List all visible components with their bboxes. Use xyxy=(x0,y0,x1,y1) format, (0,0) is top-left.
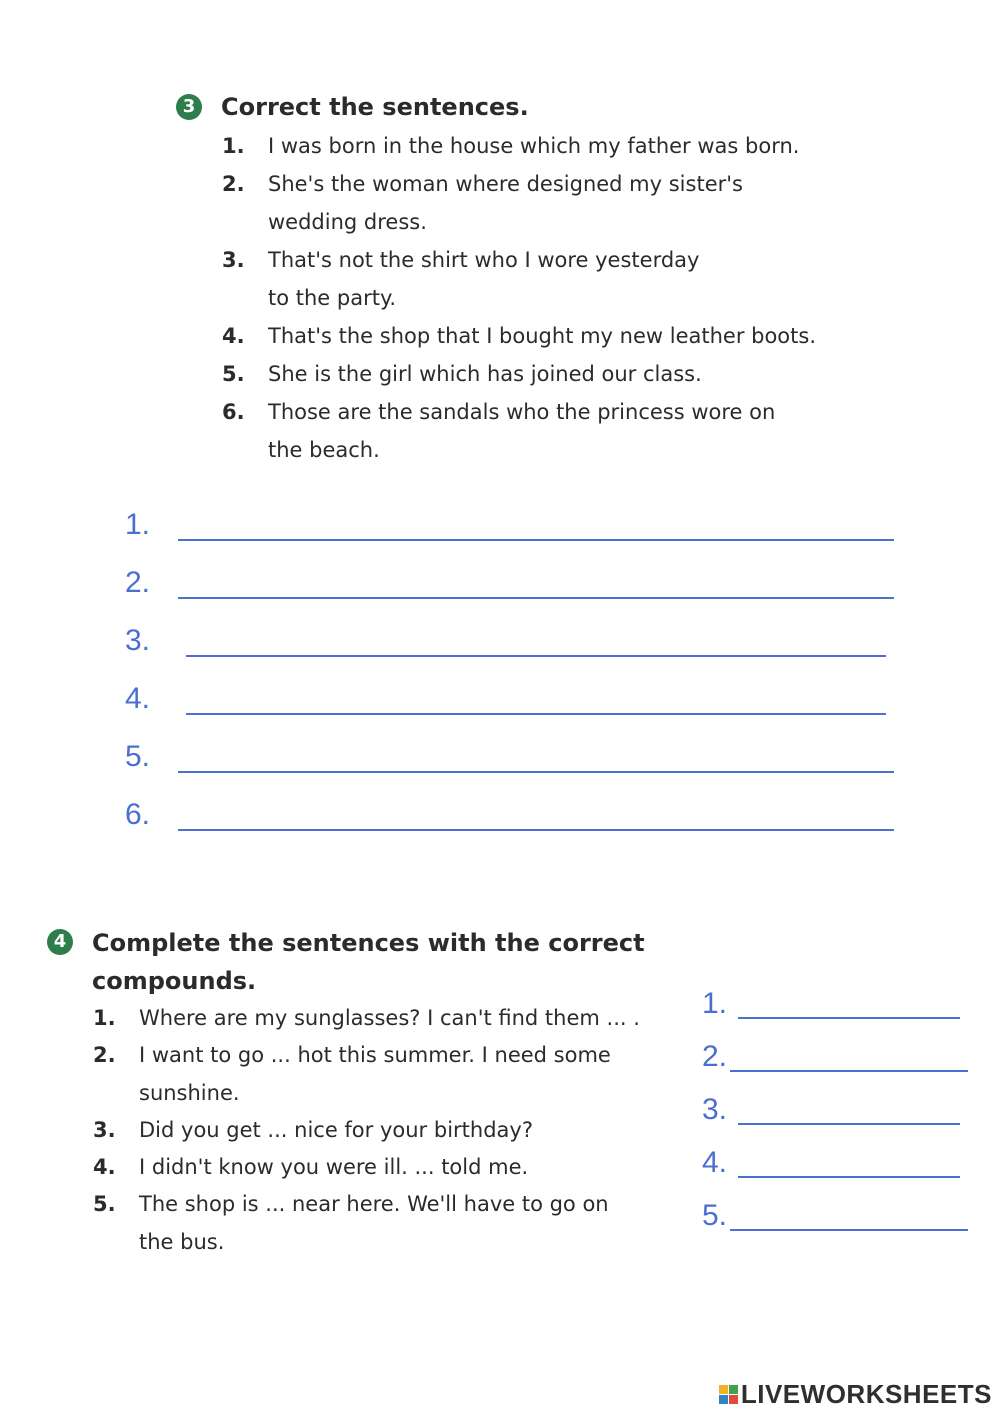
logo-square xyxy=(729,1395,738,1404)
ex4-item-text: I want to go ... hot this summer. I need some xyxy=(139,1043,611,1067)
ex3-item-number: 4. xyxy=(222,324,245,348)
ex4-answer-label: 3. xyxy=(702,1093,728,1126)
ex3-answer-label: 6. xyxy=(125,798,151,831)
logo-square xyxy=(729,1385,738,1394)
ex4-answer-4-input[interactable] xyxy=(740,1151,958,1175)
exercise-3-title: Correct the sentences. xyxy=(221,93,529,121)
ex4-answer-label: 4. xyxy=(702,1146,728,1179)
ex3-answer-2-underline xyxy=(178,597,894,599)
ex4-answer-5-underline xyxy=(730,1229,968,1231)
ex4-answer-1-underline xyxy=(738,1017,960,1019)
ex4-item-text: Where are my sunglasses? I can't find them ... . xyxy=(139,1006,640,1030)
ex3-item-text-cont: the beach. xyxy=(268,438,380,462)
ex3-answer-1-input[interactable] xyxy=(180,512,892,538)
liveworksheets-logo-icon xyxy=(719,1385,738,1404)
ex3-item-number: 2. xyxy=(222,172,245,196)
ex3-item-text-cont: wedding dress. xyxy=(268,210,427,234)
ex4-answer-5-input[interactable] xyxy=(732,1204,966,1228)
ex3-answer-6-underline xyxy=(178,829,894,831)
ex4-item-number: 5. xyxy=(93,1192,116,1216)
ex4-answer-4-underline xyxy=(738,1176,960,1178)
ex3-answer-label: 1. xyxy=(125,508,151,541)
ex4-item-text: I didn't know you were ill. ... told me. xyxy=(139,1155,529,1179)
ex3-item-text: That's the shop that I bought my new leather boots. xyxy=(268,324,817,348)
exercise-4-title: Complete the sentences with the correct xyxy=(92,929,645,957)
ex3-answer-label: 5. xyxy=(125,740,151,773)
ex4-item-text-cont: sunshine. xyxy=(139,1081,240,1105)
ex3-answer-3-underline xyxy=(186,655,886,657)
ex4-item-text-cont: the bus. xyxy=(139,1230,225,1254)
ex4-answer-label: 1. xyxy=(702,987,728,1020)
ex4-answer-2-underline xyxy=(730,1070,968,1072)
exercise-4-title-cont: compounds. xyxy=(92,967,257,995)
ex3-answer-5-underline xyxy=(178,771,894,773)
ex3-answer-6-input[interactable] xyxy=(180,802,892,828)
ex3-answer-2-input[interactable] xyxy=(180,570,892,596)
exercise-3-badge: 3 xyxy=(176,94,202,120)
ex4-answer-1-input[interactable] xyxy=(740,992,958,1016)
ex3-item-text: I was born in the house which my father was born. xyxy=(268,134,800,158)
liveworksheets-logo-text: LIVEWORKSHEETS xyxy=(740,1379,992,1409)
ex3-item-text: Those are the sandals who the princess wore on xyxy=(268,400,776,424)
logo-square xyxy=(719,1385,728,1394)
ex4-item-text: Did you get ... nice for your birthday? xyxy=(139,1118,533,1142)
ex4-item-number: 4. xyxy=(93,1155,116,1179)
ex3-answer-label: 2. xyxy=(125,566,151,599)
ex3-answer-label: 3. xyxy=(125,624,151,657)
ex3-item-text: She is the girl which has joined our class. xyxy=(268,362,702,386)
ex4-item-number: 2. xyxy=(93,1043,116,1067)
liveworksheets-logo xyxy=(719,1379,992,1410)
ex4-item-number: 1. xyxy=(93,1006,116,1030)
ex4-answer-label: 5. xyxy=(702,1199,728,1232)
ex3-item-number: 1. xyxy=(222,134,245,158)
ex3-item-number: 6. xyxy=(222,400,245,424)
ex4-answer-label: 2. xyxy=(702,1040,728,1073)
ex3-answer-label: 4. xyxy=(125,682,151,715)
logo-square xyxy=(719,1395,728,1404)
ex3-item-text-cont: to the party. xyxy=(268,286,397,310)
ex4-item-number: 3. xyxy=(93,1118,116,1142)
ex3-answer-4-underline xyxy=(186,713,886,715)
ex3-item-number: 5. xyxy=(222,362,245,386)
ex4-item-text: The shop is ... near here. We'll have to go on xyxy=(139,1192,609,1216)
ex3-answer-5-input[interactable] xyxy=(180,744,892,770)
ex3-item-text: She's the woman where designed my sister's xyxy=(268,172,743,196)
ex3-item-text: That's not the shirt who I wore yesterday xyxy=(268,248,700,272)
ex4-answer-2-input[interactable] xyxy=(732,1045,966,1069)
ex3-answer-4-input[interactable] xyxy=(188,686,884,712)
ex3-answer-3-input[interactable] xyxy=(188,628,884,654)
ex3-answer-1-underline xyxy=(178,539,894,541)
ex3-item-number: 3. xyxy=(222,248,245,272)
exercise-4-badge: 4 xyxy=(47,929,73,955)
ex4-answer-3-underline xyxy=(738,1123,960,1125)
ex4-answer-3-input[interactable] xyxy=(740,1098,958,1122)
